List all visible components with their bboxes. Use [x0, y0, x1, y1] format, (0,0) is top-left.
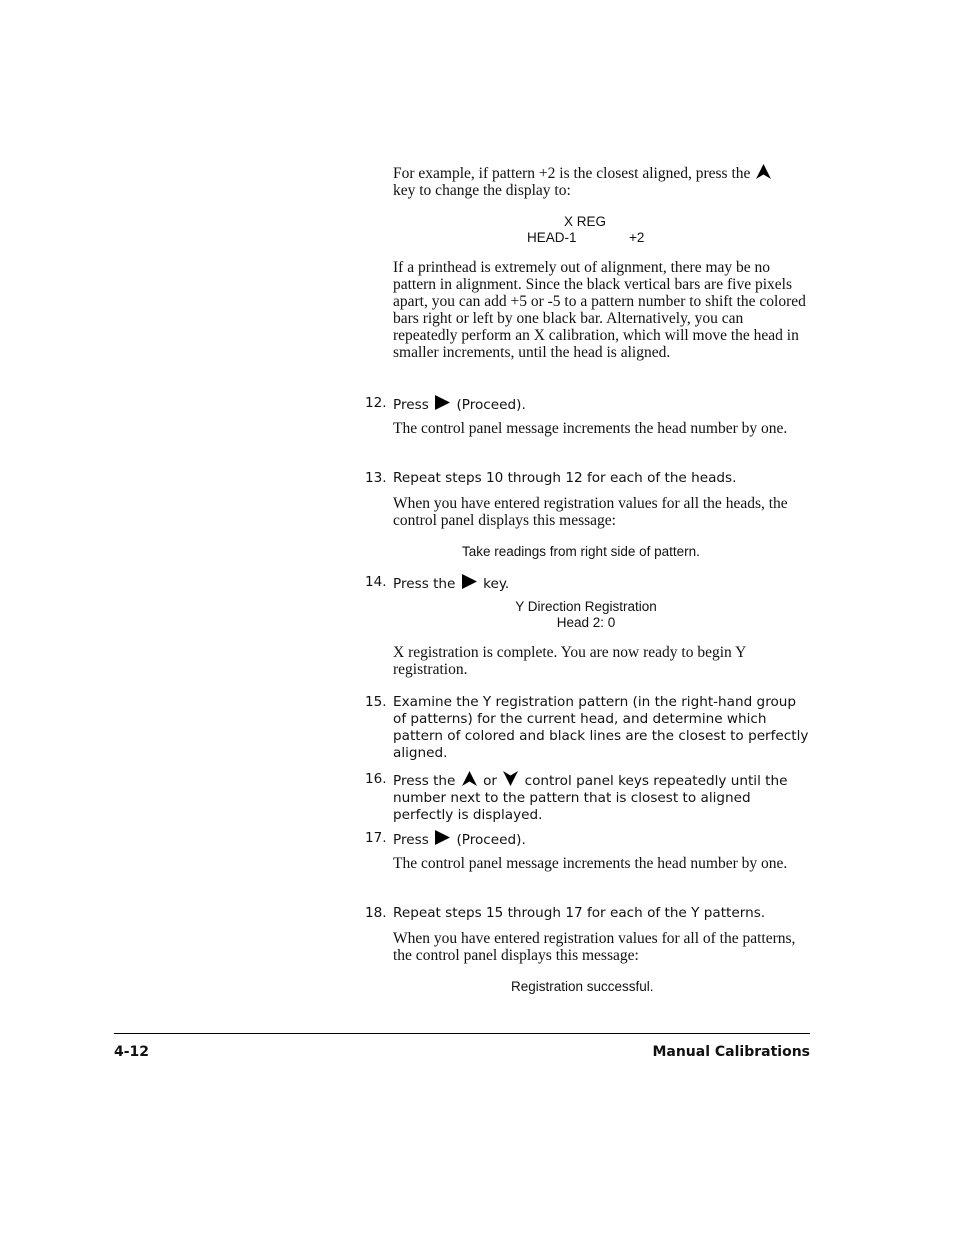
section-title: Manual Calibrations [652, 1044, 810, 1060]
right-arrow-key-icon [462, 574, 477, 589]
step-number: 14. [365, 574, 387, 590]
display-line-1: X REG [564, 214, 607, 229]
step-17-note: The control panel message increments the head number by one. [393, 855, 788, 872]
step-18: Repeat steps 15 through 17 for each of the Y patterns. [393, 905, 766, 921]
control-panel-message: Take readings from right side of pattern. [462, 544, 700, 559]
x-complete-paragraph: X registration is complete. You are now ready to begin Y registration. [393, 644, 746, 678]
step-17: Press (Proceed). [393, 832, 526, 848]
alignment-paragraph: If a printhead is extremely out of alignment, there may be no pattern in alignment. Since the black vertical bars are five pixels apart, you can add +5 or -5 to a pattern number to shift the colored bars right or left by one black bar. Alternatively, you can repeatedly perform an X calibration, which will move the head in smaller increments, until the head is aligned. [393, 259, 806, 361]
control-panel-message: Registration successful. [511, 979, 654, 994]
down-arrow-key-icon [503, 771, 518, 786]
up-arrow-key-icon [462, 771, 477, 786]
page-number: 4-12 [114, 1044, 150, 1060]
step-13: Repeat steps 10 through 12 for each of the heads. [393, 470, 737, 486]
step-number: 12. [365, 395, 387, 411]
display-line-2-value: +2 [629, 230, 645, 245]
display-line-2-label: HEAD-1 [527, 230, 577, 245]
step-18-note: When you have entered registration values for all of the patterns, the control panel displays this message: [393, 930, 796, 964]
step-number: 15. [365, 694, 387, 710]
right-arrow-key-icon [435, 395, 450, 410]
intro-paragraph: For example, if pattern +2 is the closest aligned, press the key to change the display to: [393, 164, 811, 199]
step-number: 18. [365, 905, 387, 921]
step-number: 17. [365, 830, 387, 846]
step-14: Press the key. [393, 576, 510, 592]
footer-rule [114, 1033, 810, 1034]
step-12-note: The control panel message increments the head number by one. [393, 420, 788, 437]
step-16: Press the or control panel keys repeatedly until the number next to the pattern that is closest to aligned perfectly is displayed. [393, 773, 788, 823]
up-arrow-key-icon [756, 164, 771, 179]
step-number: 16. [365, 771, 387, 787]
step-12: Press (Proceed). [393, 397, 526, 413]
step-13-note: When you have entered registration values for all the heads, the control panel displays this message: [393, 495, 788, 529]
display-line-2: Head 2: 0 [556, 615, 616, 630]
right-arrow-key-icon [435, 830, 450, 845]
step-number: 13. [365, 470, 387, 486]
display-line-1: Y Direction Registration [515, 599, 657, 614]
step-15: Examine the Y registration pattern (in the right-hand group of patterns) for the current head, and determine which pattern of colored and black lines are the closest to perfectly aligned. [393, 694, 809, 761]
